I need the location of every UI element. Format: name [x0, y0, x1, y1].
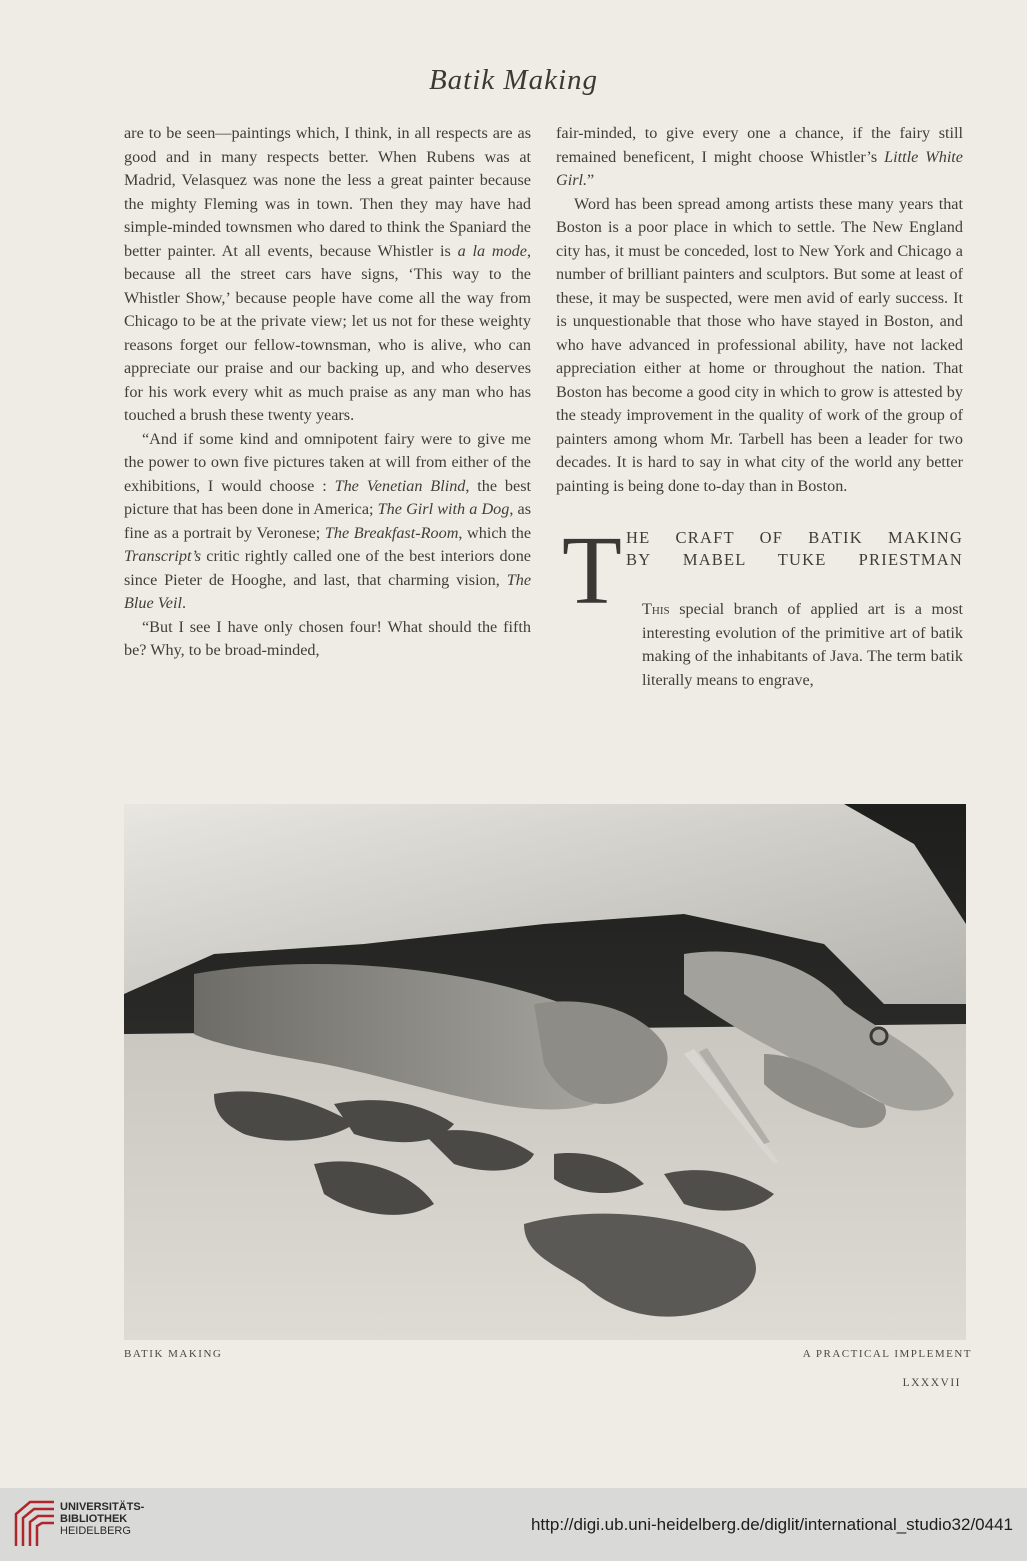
paragraph: fair-minded, to give every one a chance, if the fairy still remained beneficent, I might choose Whistler’s Little White Girl.”	[556, 124, 963, 189]
paragraph: Word has been spread among artists these many years that Boston is a poor place in which to settle. The New England city has, it must be conceded, lost to New York and Chicago a number of brilliant painters and sculptors. But some at least of these, it may be suspected, were men avid of early success. It is unquestionable that those who have stayed in Boston, and who have advanced in professional ability, have not lacked appreciation either at home or throughout the nation. That Boston has become a good city in which to grow is attested by the steady improvement in the quality of work of the group of painters among whom Mr. Tarbell has been a leader for two decades. It is hard to say in what city of the world any better painting is being done to-day than in Boston.	[556, 194, 963, 495]
library-footer	[0, 1488, 1027, 1561]
right-column	[556, 122, 963, 692]
caption-right: A PRACTICAL IMPLEMENT	[802, 1348, 972, 1360]
library-name: UNIVERSITÄTS- BIBLIOTHEK HEIDELBERG	[60, 1501, 145, 1537]
article-byline: BY MABEL TUKE PRIESTMAN	[626, 550, 963, 569]
caption-left: BATIK MAKING	[124, 1348, 223, 1360]
paragraph: This special branch of applied art is a most interesting evolution of the primitive art of batik making of the inhabitants of Java. The term batik literally means to engrave,	[642, 600, 963, 689]
italic-term: a la mode	[457, 241, 527, 260]
painting-title: Little White Girl.	[556, 147, 963, 189]
small-caps-lead: This	[642, 600, 670, 618]
paragraph: are to be seen—paintings which, I think, in all respects are as good and in many respects better. When Rubens was at Madrid, Velasquez was none the less a great painter because the mighty Fleming was in town. Then they may have had simple-minded townsmen who dared to think the Spaniard the better painter. At all events, because Whistler is a la mode, because all the street cars have signs, ‘This way to the Whistler Show,’ because people have come all the way from Chicago to be at the private view; let us not for these weighty reasons forget our fellow-townsman, who is alive, who can appreciate our praise and our backing up, and who deserves for his work every whit as much praise as any man who has touched a brush these twenty years.	[124, 124, 532, 424]
painting-title: The Breakfast-Room	[324, 523, 459, 542]
left-column	[124, 122, 531, 663]
paragraph: “And if some kind and omnipotent fairy were to give me the power to own five pictures taken at will from either of the exhibitions, I would choose : The Venetian Blind, the best picture that has been done in America; The Girl with a Dog, as fine as a portrait by Veronese; The Breakfast-Room, which the Transcript’s critic rightly called one of the best interiors done since Pieter de Hooghe, and last, that charming vision, The Blue Veil.	[124, 429, 532, 612]
batik-photograph	[124, 804, 966, 1340]
painting-title: The Girl with a Dog	[377, 500, 510, 518]
running-head: Batik Making	[428, 64, 599, 96]
newspaper-title: Transcript’s	[124, 547, 202, 565]
painting-title: The Blue Veil	[124, 570, 531, 612]
article-title: HE CRAFT OF BATIK MAKING	[626, 528, 963, 547]
photo-illustration	[124, 804, 966, 1340]
page-number: LXXXVII	[902, 1377, 961, 1389]
source-url[interactable]: http://digi.ub.uni-heidelberg.de/diglit/international_studio32/0441	[530, 1515, 1013, 1534]
paragraph: “But I see I have only chosen four! What should the fifth be? Why, to be broad-minded,	[124, 617, 531, 659]
drop-cap: T	[562, 517, 622, 625]
painting-title: The Venetian Blind	[334, 476, 466, 495]
